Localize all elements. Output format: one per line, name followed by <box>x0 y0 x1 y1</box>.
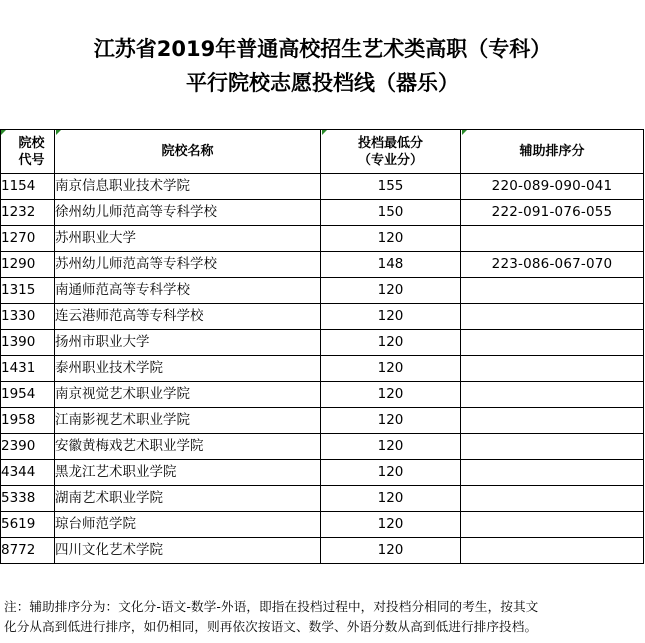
cell-institution-code: 4344 <box>1 460 55 486</box>
header-institution-name: 院校名称 <box>55 130 321 174</box>
cell-min-score: 148 <box>321 252 461 278</box>
cell-institution-code: 5619 <box>1 512 55 538</box>
table-row <box>1 278 644 304</box>
table-row <box>1 330 644 356</box>
table-header-row <box>1 130 644 174</box>
table-row <box>1 512 644 538</box>
cell-institution-name: 徐州幼儿师范高等专科学校 <box>55 200 321 226</box>
header-score-line-2: （专业分） <box>357 152 423 168</box>
cell-institution-name: 四川文化艺术学院 <box>55 538 321 564</box>
cell-institution-name: 南京信息职业技术学院 <box>55 174 321 200</box>
page-title-line-1: 江苏省2019年普通高校招生艺术类高职（专科） <box>93 37 552 61</box>
cell-auxiliary-rank <box>461 408 644 434</box>
cell-auxiliary-rank <box>461 382 644 408</box>
cell-marker <box>56 130 61 135</box>
admission-score-table <box>0 129 644 564</box>
cell-institution-name: 黑龙江艺术职业学院 <box>55 460 321 486</box>
cell-min-score: 120 <box>321 330 461 356</box>
cell-min-score: 155 <box>321 174 461 200</box>
cell-institution-code: 1390 <box>1 330 55 356</box>
page-title-line-2: 平行院校志愿投档线（器乐） <box>186 71 459 95</box>
table-row <box>1 252 644 278</box>
cell-institution-code: 2390 <box>1 434 55 460</box>
cell-institution-code: 1232 <box>1 200 55 226</box>
cell-institution-code: 5338 <box>1 486 55 512</box>
cell-auxiliary-rank <box>461 486 644 512</box>
cell-min-score: 120 <box>321 408 461 434</box>
cell-institution-name: 泰州职业技术学院 <box>55 356 321 382</box>
cell-min-score: 120 <box>321 226 461 252</box>
cell-auxiliary-rank: 220-089-090-041 <box>461 174 644 200</box>
table-row <box>1 200 644 226</box>
table-row <box>1 486 644 512</box>
cell-institution-code: 1330 <box>1 304 55 330</box>
cell-auxiliary-rank <box>461 330 644 356</box>
cell-institution-code: 1154 <box>1 174 55 200</box>
cell-min-score: 120 <box>321 278 461 304</box>
cell-institution-name: 江南影视艺术职业学院 <box>55 408 321 434</box>
cell-institution-code: 1958 <box>1 408 55 434</box>
table-row <box>1 226 644 252</box>
cell-min-score: 120 <box>321 382 461 408</box>
cell-auxiliary-rank: 222-091-076-055 <box>461 200 644 226</box>
cell-auxiliary-rank <box>461 512 644 538</box>
cell-institution-name: 琼台师范学院 <box>55 512 321 538</box>
footnote <box>4 597 644 637</box>
cell-auxiliary-rank: 223-086-067-070 <box>461 252 644 278</box>
header-auxiliary-rank: 辅助排序分 <box>461 130 644 174</box>
cell-institution-code: 1290 <box>1 252 55 278</box>
cell-institution-name: 连云港师范高等专科学校 <box>55 304 321 330</box>
header-code-line-1: 院校 <box>18 135 45 151</box>
table-row <box>1 382 644 408</box>
cell-auxiliary-rank <box>461 226 644 252</box>
table-row <box>1 408 644 434</box>
cell-auxiliary-rank <box>461 460 644 486</box>
footnote-line-1: 注：辅助排序分为：文化分-语文-数学-外语，即指在投档过程中，对投档分相同的考生，按其文 <box>4 599 539 614</box>
cell-min-score: 120 <box>321 434 461 460</box>
footnote-line-2: 化分从高到低进行排序，如仍相同，则再依次按语文、数学、外语分数从高到低进行排序投档。 <box>4 619 538 634</box>
table-row <box>1 460 644 486</box>
cell-institution-code: 1270 <box>1 226 55 252</box>
cell-auxiliary-rank <box>461 538 644 564</box>
cell-min-score: 120 <box>321 512 461 538</box>
table-row <box>1 356 644 382</box>
cell-institution-name: 苏州幼儿师范高等专科学校 <box>55 252 321 278</box>
cell-institution-name: 南通师范高等专科学校 <box>55 278 321 304</box>
cell-min-score: 120 <box>321 486 461 512</box>
cell-min-score: 120 <box>321 304 461 330</box>
cell-marker <box>322 130 327 135</box>
cell-min-score: 120 <box>321 356 461 382</box>
cell-institution-name: 安徽黄梅戏艺术职业学院 <box>55 434 321 460</box>
cell-institution-code: 1431 <box>1 356 55 382</box>
table-row <box>1 304 644 330</box>
header-min-score <box>321 130 461 174</box>
header-code-line-2: 代号 <box>18 152 45 168</box>
cell-institution-name: 苏州职业大学 <box>55 226 321 252</box>
cell-min-score: 120 <box>321 538 461 564</box>
cell-institution-name: 南京视觉艺术职业学院 <box>55 382 321 408</box>
cell-marker <box>1 130 6 135</box>
cell-min-score: 120 <box>321 460 461 486</box>
cell-institution-name: 湖南艺术职业学院 <box>55 486 321 512</box>
header-score-line-1: 投档最低分 <box>357 135 423 151</box>
header-institution-code <box>1 130 55 174</box>
cell-institution-code: 1315 <box>1 278 55 304</box>
table-row <box>1 434 644 460</box>
cell-institution-code: 1954 <box>1 382 55 408</box>
cell-institution-name: 扬州市职业大学 <box>55 330 321 356</box>
cell-auxiliary-rank <box>461 304 644 330</box>
cell-institution-code: 8772 <box>1 538 55 564</box>
cell-marker <box>462 130 467 135</box>
cell-auxiliary-rank <box>461 434 644 460</box>
cell-min-score: 150 <box>321 200 461 226</box>
table-row <box>1 538 644 564</box>
cell-auxiliary-rank <box>461 278 644 304</box>
cell-auxiliary-rank <box>461 356 644 382</box>
table-row <box>1 174 644 200</box>
